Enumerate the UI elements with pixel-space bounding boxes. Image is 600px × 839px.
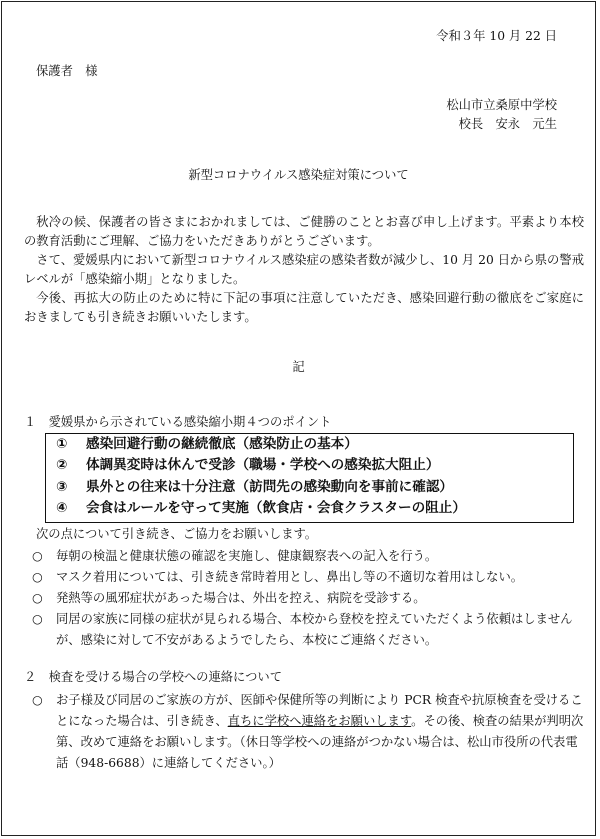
intro-text xyxy=(24,213,584,327)
test-contact-text xyxy=(56,690,584,774)
principal-name: 校長 安永 元生 xyxy=(458,117,557,131)
point-text: 会食はルールを守って実施（飲食店・会食クラスターの阻止） xyxy=(86,500,466,517)
cooperation-lead: 次の点について引き続き、ご協力をお願いします。 xyxy=(36,527,318,541)
school-name: 松山市立桑原中学校 xyxy=(446,98,557,112)
section1-heading: １ 愛媛県から示されている感染縮小期４つのポイント xyxy=(24,415,332,429)
point-number: ④ xyxy=(56,500,68,517)
point-item xyxy=(46,499,573,521)
list-item xyxy=(24,690,584,774)
circle-bullet: ○ xyxy=(32,570,43,584)
circle-bullet: ○ xyxy=(32,549,43,563)
list-item xyxy=(24,546,584,567)
list-item-text: 同居の家族に同様の症状が見られる場合、本校から登校を控えていただくよう依頼はしませんが、感染に対して不安があるようでしたら、本校にご連絡ください。 xyxy=(56,612,573,647)
point-item xyxy=(46,434,573,456)
text-before: お子様及び同居のご家族の方が、医師や保健所等の判断により PCR 検査や抗原検査を受けることになった場合は、引き続き、 xyxy=(56,693,583,728)
circle-bullet: ○ xyxy=(32,591,43,605)
ki-heading: 記 xyxy=(292,360,305,374)
circle-bullet: ○ xyxy=(32,693,43,707)
point-number: ① xyxy=(56,435,68,452)
circle-bullet: ○ xyxy=(32,612,43,626)
point-text: 県外との往来は十分注意（訪問先の感染動向を事前に確認） xyxy=(86,478,454,495)
point-number: ② xyxy=(56,457,68,474)
points-box xyxy=(45,433,574,523)
intro-paragraph-1: 秋冷の候、保護者の皆さまにおかれましては、ご健勝のこととお喜び申し上げます。平素より本校の教育活動にご理解、ご協力をいただきありがとうございます。 xyxy=(24,215,584,248)
text-after: 。その後、検査の結果が判明次第、改めて連絡をお願いします。（休日等学校への連絡がつかない場合は、松山市役所の代表電話（948-6688）に連絡してください。） xyxy=(56,714,584,770)
point-item xyxy=(46,456,573,478)
issue-date: 令和３年 10 月 22 日 xyxy=(436,29,557,43)
point-text: 感染回避行動の継続徹底（感染防止の基本） xyxy=(86,435,358,452)
list-item-text: マスク着用については、引き続き常時着用とし、鼻出し等の不適切な着用はしない。 xyxy=(56,570,524,584)
point-text: 体調異変時は休んで受診（職場・学校への感染拡大阻止） xyxy=(86,457,440,474)
intro-paragraph-2: さて、愛媛県内において新型コロナウイルス感染症の感染者数が減少し、10 月 20 日から県の警戒レベルが「感染縮小期」となりました。 xyxy=(24,253,584,286)
point-item xyxy=(46,477,573,499)
test-contact-list xyxy=(24,690,584,774)
notice-page xyxy=(1,1,596,836)
list-item-text: 発熱等の風邪症状があった場合は、外出を控え、病院を受診する。 xyxy=(56,591,426,605)
list-item xyxy=(24,609,584,651)
list-item-text: 毎朝の検温と健康状態の確認を実施し、健康観察表への記入を行う。 xyxy=(56,549,438,563)
section2-heading: ２ 検査を受ける場合の学校への連絡について xyxy=(24,670,282,684)
underlined-request: 直ちに学校へ連絡をお願いします xyxy=(227,714,412,728)
list-item xyxy=(24,588,584,609)
notice-title: 新型コロナウイルス感染症対策について xyxy=(188,168,409,182)
precaution-list xyxy=(24,546,584,651)
intro-paragraph-3: 今後、再拡大の防止のために特に下記の事項に注意していただき、感染回避行動の徹底をご家庭におきましても引き続きお願いいたします。 xyxy=(24,291,584,324)
point-number: ③ xyxy=(56,478,68,495)
list-item xyxy=(24,567,584,588)
addressee: 保護者 様 xyxy=(36,64,98,78)
